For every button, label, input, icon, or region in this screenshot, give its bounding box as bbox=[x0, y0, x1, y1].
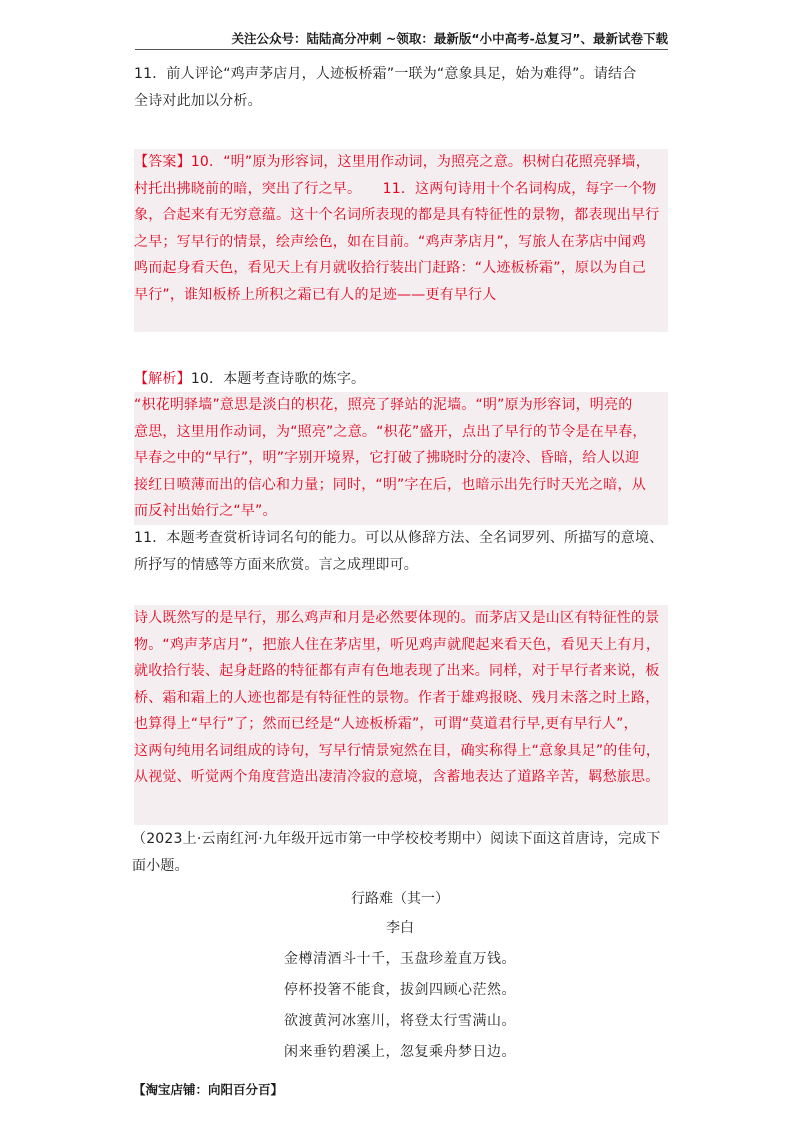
poem-line: 欲渡黄河冰塞川，将登太行雪满山。 bbox=[284, 1013, 516, 1029]
section-intro-line: （2023上·云南红河·九年级开远市第一中学校校考期中）阅读下面这首唐诗，完成下 bbox=[132, 831, 661, 847]
analysis-line: 所抒写的情感等方面来欣赏。言之成理即可。 bbox=[134, 556, 418, 573]
answer-block bbox=[134, 149, 668, 332]
header-rule bbox=[135, 49, 668, 50]
analysis-line: 也算得上“早行”了；然而已经是“人迹板桥霜”，可谓“莫道君行早,更有早行人”， bbox=[134, 716, 638, 732]
analysis-line: 这两句纯用名词组成的诗句，写早行情景宛然在目，确实称得上“意象具足”的佳句， bbox=[134, 742, 661, 759]
answer-line: 之早；写早行的情景，绘声绘色，如在目前。“鸡声茅店月”，写旅人在茅店中闻鸡 bbox=[134, 233, 646, 250]
analysis-line: 而反衬出始行之“早”。 bbox=[134, 503, 277, 519]
analysis-line: 诗人既然写的是早行，那么鸡声和月是必然要体现的。而茅店又是山区有特征性的景 bbox=[134, 610, 660, 626]
question-11-line: 11．前人评论“鸡声茅店月，人迹板桥霜”一联为“意象具足，始为难得”。请结合 bbox=[134, 66, 637, 82]
analysis-line: 从视觉、听觉两个角度营造出凄清冷寂的意境，含蓄地表达了道路辛苦，羁愁旅思。 bbox=[134, 769, 660, 785]
analysis-line: 早春之中的“早行”，明”字别开境界，它打破了拂晓时分的凄冷、昏暗，给人以迎 bbox=[134, 450, 640, 466]
analysis-line bbox=[134, 366, 668, 393]
poem-line: 金樽清酒斗十千，玉盘珍羞直万钱。 bbox=[284, 951, 516, 967]
section-intro bbox=[132, 826, 666, 879]
analysis-red-block-2 bbox=[134, 605, 668, 825]
analysis-block bbox=[134, 366, 668, 393]
analysis-line: 11．本题考查赏析诗词名句的能力。可以从修辞方法、全名词罗列、所描写的意境、 bbox=[134, 530, 664, 546]
answer-line: 象，合起来有无穷意蕴。这十个名词所表现的都是具有特征性的景物，都表现出早行 bbox=[134, 207, 660, 223]
poem-line: 闲来垂钓碧溪上，忽复乘舟梦日边。 bbox=[284, 1044, 516, 1060]
analysis-red-block-1 bbox=[134, 392, 668, 525]
analysis-line: 就收拾行装、起身赶路的特征都有声有色地表现了出来。同样，对于早行者来说，板 bbox=[134, 663, 660, 679]
analysis-first-line: 10．本题考查诗歌的炼字。 bbox=[190, 371, 366, 387]
page-footer: 【淘宝店铺：向阳百分百】 bbox=[133, 1082, 284, 1097]
analysis-line: 桥、霜和霜上的人迹也都是有特征性的景物。作者于雄鸡报晓、残月未落之时上路， bbox=[134, 689, 660, 706]
analysis-label: 【解析】 bbox=[134, 371, 191, 387]
analysis-black-block bbox=[134, 525, 668, 578]
analysis-line: 物。“鸡声茅店月”，把旅人住在茅店里，听见鸡声就爬起来看天色，看见天上有月， bbox=[134, 636, 661, 653]
question-11 bbox=[134, 61, 668, 114]
poem-line: 停杯投箸不能食，拔剑四顾心茫然。 bbox=[284, 982, 516, 998]
analysis-line: 接红日喷薄而出的信心和力量；同时，“明”字在后，也暗示出先行时天光之暗，从 bbox=[134, 476, 646, 493]
poem-title: 行路难（其一） bbox=[351, 891, 449, 907]
analysis-line: “枳花明驿墙”意思是淡白的枳花，照亮了驿站的泥墙。“明”原为形容词，明亮的 bbox=[134, 397, 633, 413]
section-intro-line: 面小题。 bbox=[132, 857, 189, 874]
answer-line bbox=[134, 149, 668, 176]
answer-line: 村托出拂晓前的暗，突出了行之早。 11．这两句诗用十个名词构成，每字一个物 bbox=[134, 180, 657, 197]
analysis-line: 意思，这里用作动词，为“照亮”之意。“枳花”盛开，点出了早行的节令是在早春， bbox=[134, 423, 647, 440]
answer-line: 早行”，谁知板桥上所积之霜已有人的足迹——更有早行人 bbox=[134, 286, 497, 303]
page-header: 关注公众号：陆陆高分冲刺 ~领取：最新版“小中高考-总复习”、最新试卷下载 bbox=[231, 31, 668, 46]
answer-label: 【答案】 bbox=[134, 154, 191, 170]
question-11-line: 全诗对此加以分析。 bbox=[134, 92, 262, 109]
answer-text: 10．“明”原为形容词，这里用作动词，为照亮之意。枳树白花照亮驿墙， bbox=[190, 154, 650, 170]
poem-author: 李白 bbox=[386, 920, 414, 936]
answer-line: 鸣而起身看天色，看见天上有月就收拾行装出门赶路：“人迹板桥霜”，原以为自己 bbox=[134, 260, 646, 276]
